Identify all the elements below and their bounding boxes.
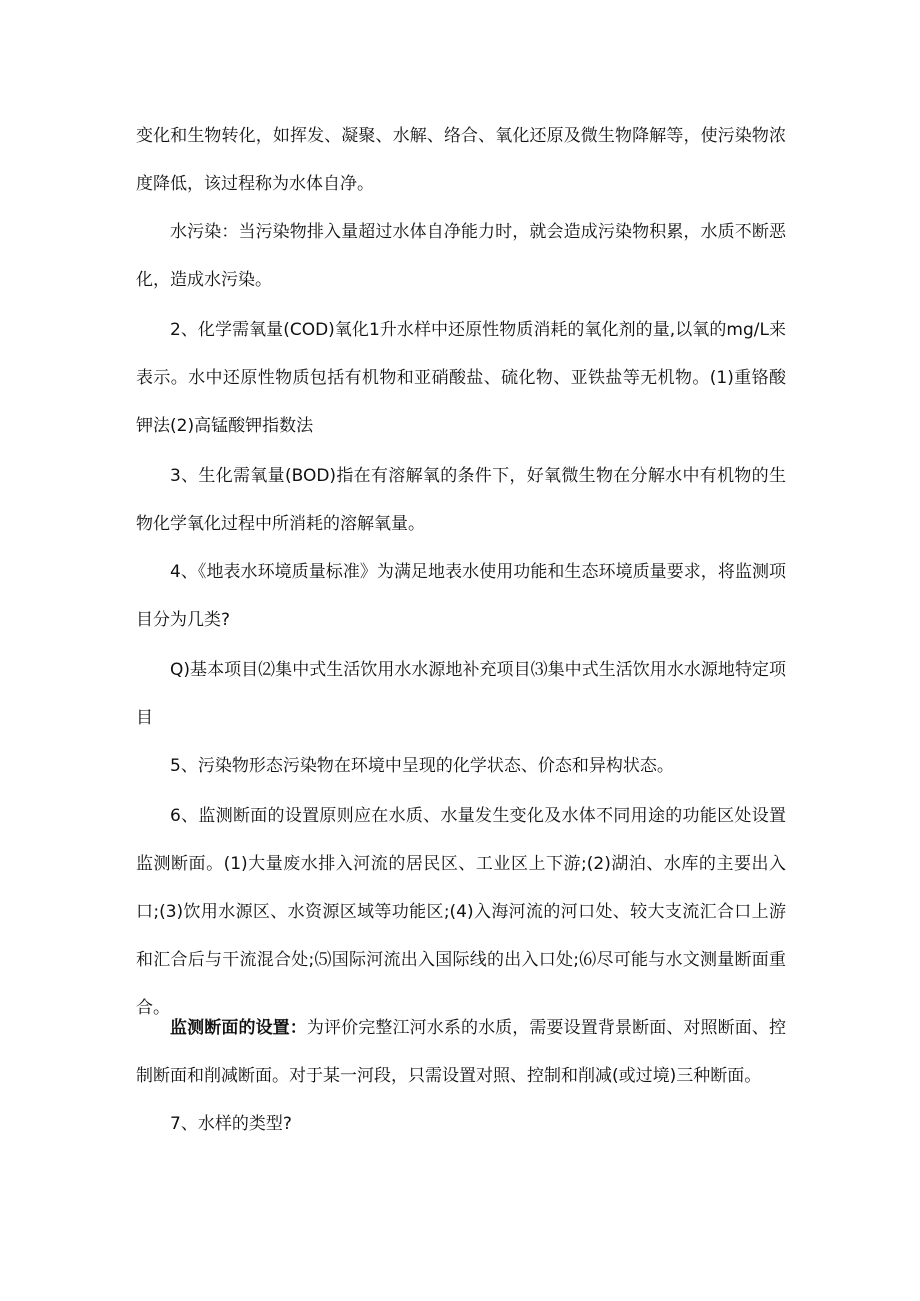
paragraph-cod: 2、化学需氧量(COD)氧化1升水样中还原性物质消耗的氧化剂的量,以氧的mg/L来表示。水中还原性物质包括有机物和亚硝酸盐、硫化物、亚铁盐等无机物。(1)重铬酸钾法(2)高锰酸钾指数法: [136, 320, 786, 436]
paragraph-bod: 3、生化需氧量(BOD)指在有溶解氧的条件下，好氧微生物在分解水中有机物的生物化学氧化过程中所消耗的溶解氧量。: [136, 466, 786, 534]
paragraph-section-setup: [136, 1004, 786, 1100]
section-text: 为评价完整江河水系的水质，需要设置背景断面、对照断面、控制断面和削减断面。对于某一河段，只需设置对照、控制和削减(或过境)三种断面。: [136, 1018, 787, 1086]
section-heading: 监测断面的设置：: [170, 1018, 307, 1038]
paragraph-surface-water-standard: 4、《地表水环境质量标准》为满足地表水使用功能和生态环境质量要求，将监测项目分为几类?: [136, 562, 786, 630]
paragraph-pollutant-form: 5、污染物形态污染物在环境中呈现的化学状态、价态和异构状态。: [170, 756, 674, 776]
paragraph-project-categories: Q)基本项目⑵集中式生活饮用水水源地补充项目⑶集中式生活饮用水水源地特定项目: [136, 660, 786, 728]
paragraph-water-sample-types: 7、水样的类型?: [170, 1114, 292, 1134]
paragraph-section-principles: 6、监测断面的设置原则应在水质、水量发生变化及水体不同用途的功能区处设置监测断面。(1)大量废水排入河流的居民区、工业区上下游;(2)湖泊、水库的主要出入口;(3)饮用水源区、水资源区域等功能区;(4)入海河流的河口处、较大支流汇合口上游和汇合后与干流混合处;⑸国际河流出入国际线的出入口处;⑹尽可能与水文测量断面重合。: [136, 806, 786, 1018]
paragraph-water-pollution: 水污染：当污染物排入量超过水体自净能力时，就会造成污染物积累，水质不断恶化，造成水污染。: [136, 222, 786, 290]
paragraph-self-purification: 变化和生物转化，如挥发、凝聚、水解、络合、氧化还原及微生物降解等，使污染物浓度降低，该过程称为水体自净。: [136, 126, 786, 194]
